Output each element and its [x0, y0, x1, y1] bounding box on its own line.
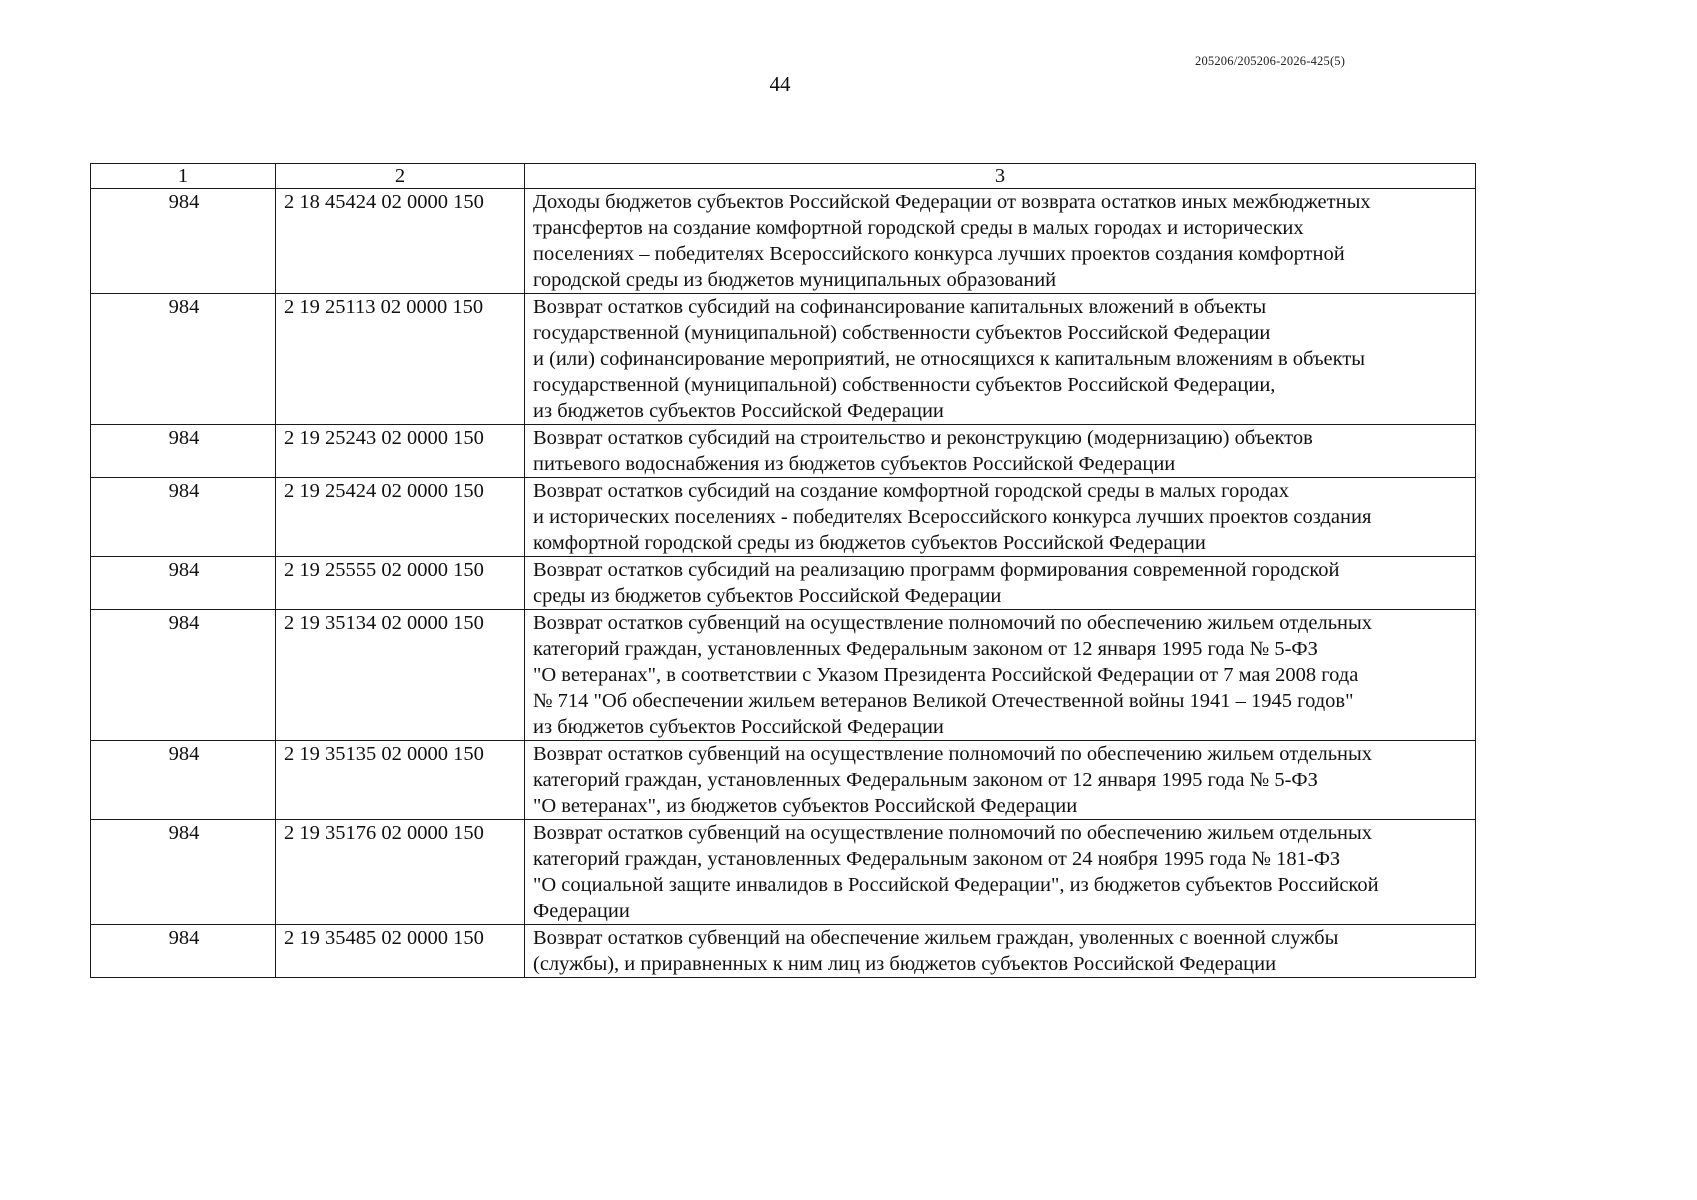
- description-line: № 714 "Об обеспечении жильем ветеранов Великой Отечественной войны 1941 – 1945 годов": [533, 690, 1354, 712]
- description-cell: [525, 189, 1476, 294]
- description-line: Возврат остатков субвенций на обеспечение жильем граждан, уволенных с военной службы: [533, 927, 1339, 949]
- description-line: (службы), и приравненных к ним лиц из бюджетов субъектов Российской Федерации: [533, 953, 1277, 975]
- description-line: Возврат остатков субсидий на создание комфортной городской среды в малых городах: [533, 480, 1289, 502]
- admin-code-cell: 984: [91, 294, 276, 425]
- document-id: 205206/205206-2026-425(5): [1195, 54, 1346, 68]
- table-row: [91, 610, 1476, 741]
- budget-classification-code-cell: 2 19 25424 02 0000 150: [276, 478, 525, 557]
- description-line: Возврат остатков субвенций на осуществление полномочий по обеспечению жильем отдельных: [533, 612, 1373, 634]
- description-line: Возврат остатков субсидий на софинансирование капитальных вложений в объекты: [533, 296, 1267, 318]
- description-line: поселениях – победителях Всероссийского конкурса лучших проектов создания комфортной: [533, 243, 1345, 265]
- description-cell: [525, 741, 1476, 820]
- budget-classification-code-cell: 2 19 35176 02 0000 150: [276, 820, 525, 925]
- description-cell: [525, 478, 1476, 557]
- description-line: "О социальной защите инвалидов в Российской Федерации", из бюджетов субъектов Российской: [533, 874, 1379, 896]
- description-cell: [525, 610, 1476, 741]
- description-line: и исторических поселениях - победителях Всероссийского конкурса лучших проектов создания: [533, 506, 1372, 528]
- description-line: Возврат остатков субвенций на осуществление полномочий по обеспечению жильем отдельных: [533, 743, 1373, 765]
- admin-code-cell: 984: [91, 478, 276, 557]
- table-row: [91, 294, 1476, 425]
- budget-code-table: [90, 163, 1476, 978]
- description-line: Возврат остатков субсидий на реализацию программ формирования современной городской: [533, 559, 1340, 581]
- description-line: и (или) софинансирование мероприятий, не относящихся к капитальным вложениям в объекты: [533, 348, 1366, 370]
- description-line: категорий граждан, установленных Федеральным законом от 12 января 1995 года № 5-ФЗ: [533, 638, 1318, 660]
- table-row: [91, 425, 1476, 478]
- description-line: Федерации: [533, 900, 630, 922]
- table-row: [91, 478, 1476, 557]
- column-header-3: 3: [525, 164, 1476, 189]
- description-line: государственной (муниципальной) собственности субъектов Российской Федерации,: [533, 374, 1276, 396]
- description-cell: [525, 820, 1476, 925]
- table-row: [91, 741, 1476, 820]
- description-line: комфортной городской среды из бюджетов субъектов Российской Федерации: [533, 532, 1206, 554]
- admin-code-cell: 984: [91, 741, 276, 820]
- description-line: Доходы бюджетов субъектов Российской Федерации от возврата остатков иных межбюджетных: [533, 191, 1371, 213]
- description-line: питьевого водоснабжения из бюджетов субъектов Российской Федерации: [533, 453, 1176, 475]
- admin-code-cell: 984: [91, 610, 276, 741]
- description-line: городской среды из бюджетов муниципальных образований: [533, 269, 1057, 291]
- admin-code-cell: 984: [91, 820, 276, 925]
- description-cell: [525, 425, 1476, 478]
- description-line: "О ветеранах", в соответствии с Указом Президента Российской Федерации от 7 мая 2008 года: [533, 664, 1359, 686]
- budget-classification-code-cell: 2 19 35135 02 0000 150: [276, 741, 525, 820]
- budget-classification-code-cell: 2 19 25555 02 0000 150: [276, 557, 525, 610]
- description-line: категорий граждан, установленных Федеральным законом от 12 января 1995 года № 5-ФЗ: [533, 769, 1318, 791]
- description-cell: [525, 925, 1476, 978]
- table-header-row: [91, 164, 1476, 189]
- column-header-2: 2: [276, 164, 525, 189]
- description-line: из бюджетов субъектов Российской Федерации: [533, 400, 944, 422]
- description-line: из бюджетов субъектов Российской Федерации: [533, 716, 944, 738]
- budget-classification-code-cell: 2 18 45424 02 0000 150: [276, 189, 525, 294]
- description-line: среды из бюджетов субъектов Российской Федерации: [533, 585, 1002, 607]
- admin-code-cell: 984: [91, 925, 276, 978]
- description-line: "О ветеранах", из бюджетов субъектов Российской Федерации: [533, 795, 1078, 817]
- admin-code-cell: 984: [91, 189, 276, 294]
- admin-code-cell: 984: [91, 425, 276, 478]
- description-line: трансфертов на создание комфортной городской среды в малых городах и исторических: [533, 217, 1304, 239]
- description-line: категорий граждан, установленных Федеральным законом от 24 ноября 1995 года № 181-ФЗ: [533, 848, 1341, 870]
- description-line: Возврат остатков субвенций на осуществление полномочий по обеспечению жильем отдельных: [533, 822, 1373, 844]
- table-row: [91, 820, 1476, 925]
- admin-code-cell: 984: [91, 557, 276, 610]
- table-row: [91, 557, 1476, 610]
- budget-classification-code-cell: 2 19 35134 02 0000 150: [276, 610, 525, 741]
- table-row: [91, 925, 1476, 978]
- description-cell: [525, 294, 1476, 425]
- budget-classification-code-cell: 2 19 25243 02 0000 150: [276, 425, 525, 478]
- table-row: [91, 189, 1476, 294]
- description-line: государственной (муниципальной) собственности субъектов Российской Федерации: [533, 322, 1271, 344]
- budget-classification-code-cell: 2 19 25113 02 0000 150: [276, 294, 525, 425]
- budget-classification-code-cell: 2 19 35485 02 0000 150: [276, 925, 525, 978]
- column-header-1: 1: [91, 164, 276, 189]
- description-line: Возврат остатков субсидий на строительство и реконструкцию (модернизацию) объектов: [533, 427, 1313, 449]
- page-number: 44: [769, 72, 791, 96]
- table-body: [91, 189, 1476, 978]
- description-cell: [525, 557, 1476, 610]
